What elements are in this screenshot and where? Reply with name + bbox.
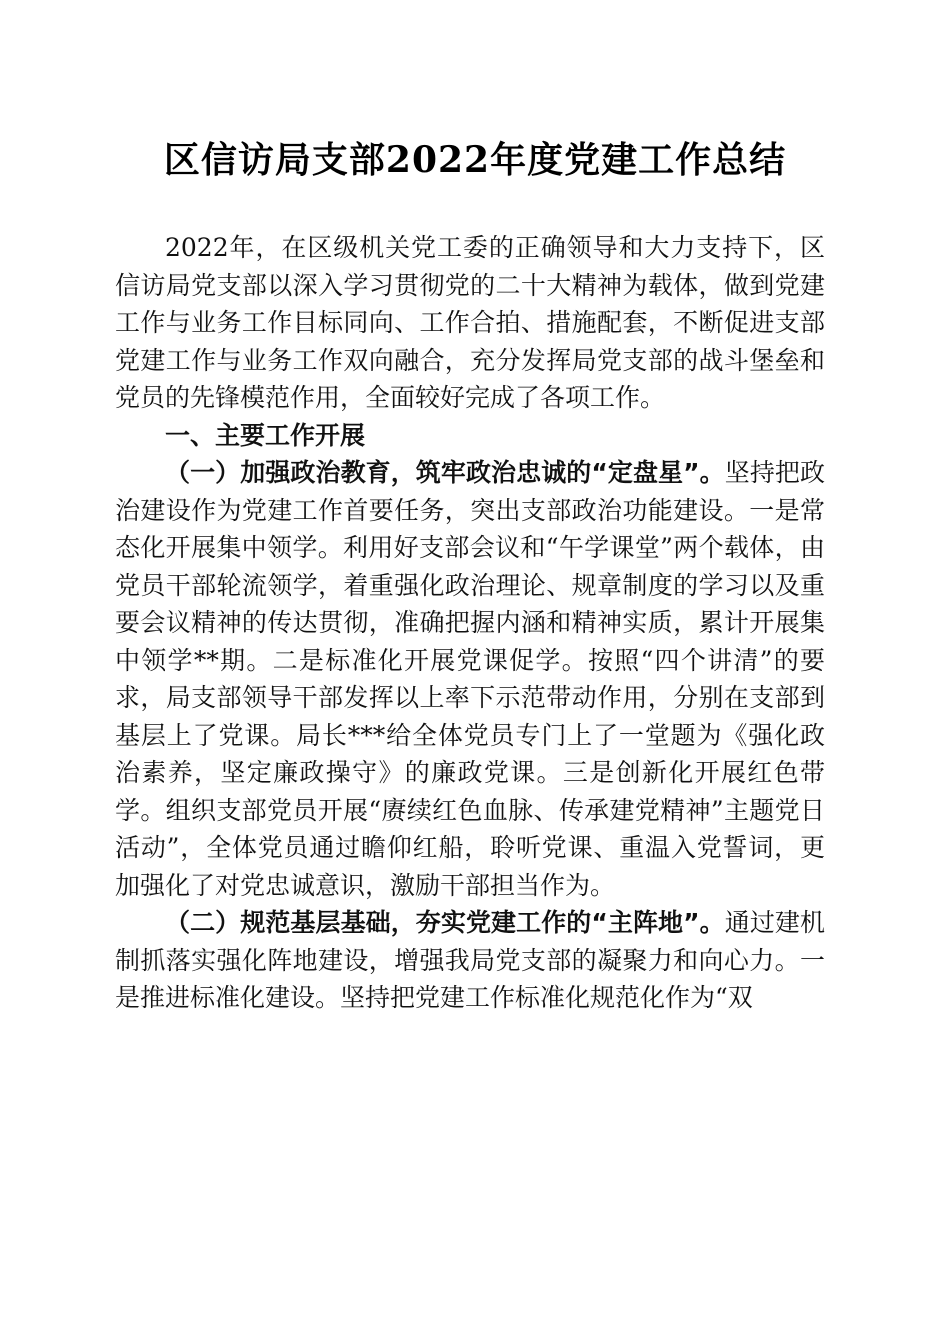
item-lead-1: （一）加强政治教育，筑牢政治忠诚的“定盘星”。 bbox=[165, 458, 725, 487]
item-text-2: 通过建机制抓落实强化阵地建设，增强我局党支部的凝聚力和向心力。一是推进标准化建设。坚持把党建工作标准化规范化作为“双 bbox=[115, 908, 825, 1012]
section-heading: 一、主要工作开展 bbox=[165, 420, 366, 450]
item-text-1: 坚持把政治建设作为党建工作首要任务，突出支部政治功能建设。一是常态化开展集中领学。利用好支部会议和“午学课堂”两个载体，由党员干部轮流领学，着重强化政治理论、规章制度的学习以及重要会议精神的传达贯彻，准确把握内涵和精神实质，累计开展集中领学**期。二是标准化开展党课促学。按照“四个讲清”的要求，局支部领导干部发挥以上率下示范带动作用，分别在支部到基层上了党课。局长***给全体党员专门上了一堂题为《强化政治素养，坚定廉政操守》的廉政党课。三是创新化开展红色带学。组织支部党员开展“赓续红色血脉、传承建党精神”主题党日活动”，全体党员通过瞻仰红船，聆听党课、重温入党誓词，更加强化了对党忠诚意识，激励干部担当作为。 bbox=[115, 458, 825, 900]
document-body bbox=[115, 229, 825, 1017]
item-paragraph-2 bbox=[115, 904, 825, 1017]
item-lead-2: （二）规范基层基础，夯实党建工作的“主阵地”。 bbox=[165, 908, 725, 937]
item-paragraph-1 bbox=[115, 454, 825, 904]
document-title: 区信访局支部2022年度党建工作总结 bbox=[163, 139, 787, 181]
intro-paragraph: 2022年，在区级机关党工委的正确领导和大力支持下，区信访局党支部以深入学习贯彻党的二十大精神为载体，做到党建工作与业务工作目标同向、工作合拍、措施配套，不断促进支部党建工作与业务工作双向融合，充分发挥局党支部的战斗堡垒和党员的先锋模范作用，全面较好完成了各项工作。 bbox=[115, 233, 825, 412]
